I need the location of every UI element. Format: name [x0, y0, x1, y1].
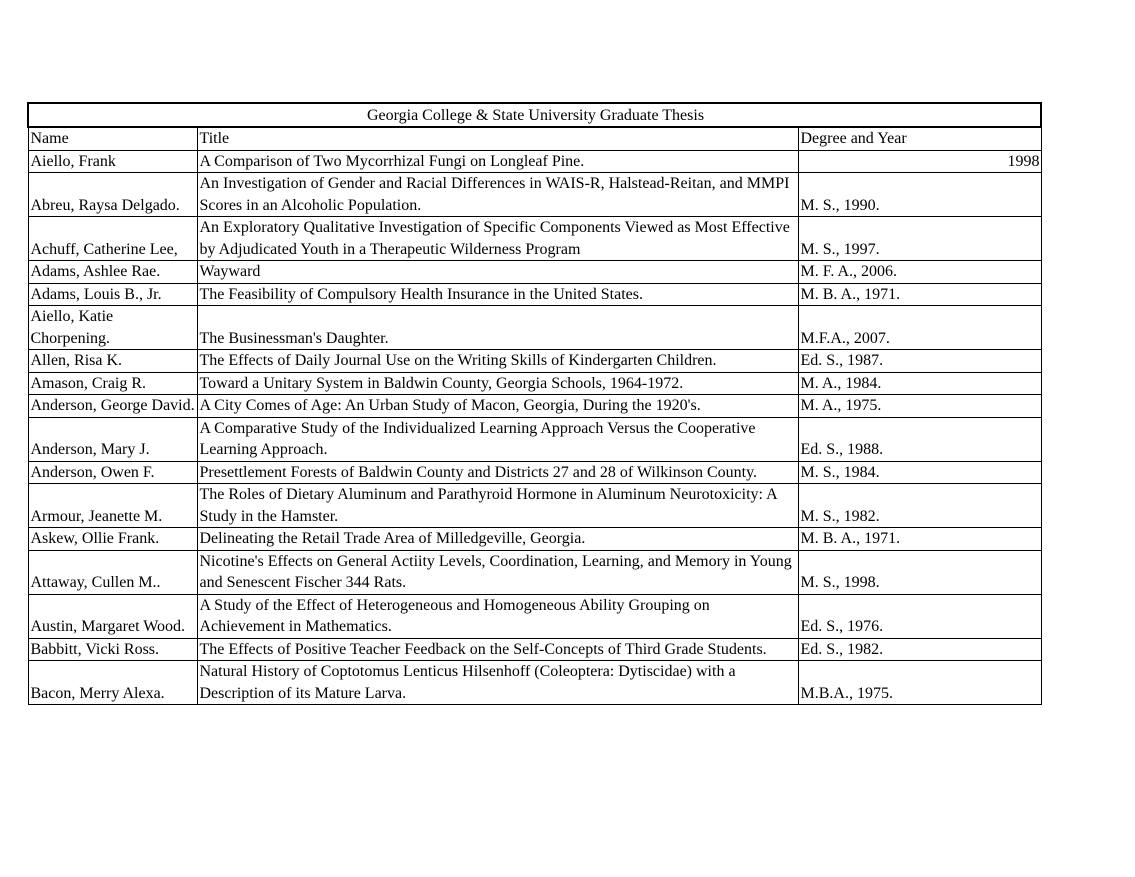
- cell-degree[interactable]: M. A., 1984.: [798, 372, 1041, 395]
- cell-title[interactable]: Presettlement Forests of Baldwin County and Districts 27 and 28 of Wilkinson County.: [197, 461, 798, 484]
- cell-title[interactable]: A City Comes of Age: An Urban Study of Macon, Georgia, During the 1920's.: [197, 395, 798, 418]
- table-row: [28, 417, 1041, 461]
- cell-name[interactable]: Austin, Margaret Wood.: [28, 594, 197, 638]
- cell-degree[interactable]: Ed. S., 1982.: [798, 638, 1041, 661]
- table-row: [28, 395, 1041, 418]
- cell-title[interactable]: Nicotine's Effects on General Actiity Levels, Coordination, Learning, and Memory in Young and Senescent Fischer 344 Rats.: [197, 550, 798, 594]
- table-row: [28, 661, 1041, 705]
- cell-name[interactable]: Armour, Jeanette M.: [28, 484, 197, 528]
- cell-name[interactable]: Anderson, George David.: [28, 395, 197, 418]
- cell-title[interactable]: Natural History of Coptotomus Lenticus Hilsenhoff (Coleoptera: Dytiscidae) with a Description of its Mature Larva.: [197, 661, 798, 705]
- header-title[interactable]: Title: [197, 127, 798, 150]
- header-degree[interactable]: Degree and Year: [798, 127, 1041, 150]
- cell-title[interactable]: The Roles of Dietary Aluminum and Parathyroid Hormone in Aluminum Neurotoxicity: A Study in the Hamster.: [197, 484, 798, 528]
- cell-name[interactable]: Anderson, Owen F.: [28, 461, 197, 484]
- cell-degree[interactable]: M. S., 1997.: [798, 217, 1041, 261]
- cell-degree[interactable]: M. S., 1984.: [798, 461, 1041, 484]
- cell-degree[interactable]: M. S., 1990.: [798, 173, 1041, 217]
- cell-degree[interactable]: Ed. S., 1976.: [798, 594, 1041, 638]
- cell-name[interactable]: Abreu, Raysa Delgado.: [28, 173, 197, 217]
- cell-name[interactable]: Attaway, Cullen M..: [28, 550, 197, 594]
- cell-degree[interactable]: M. S., 1982.: [798, 484, 1041, 528]
- table-row: [28, 461, 1041, 484]
- cell-title[interactable]: The Feasibility of Compulsory Health Insurance in the United States.: [197, 283, 798, 306]
- cell-degree[interactable]: M.B.A., 1975.: [798, 661, 1041, 705]
- cell-name[interactable]: Babbitt, Vicki Ross.: [28, 638, 197, 661]
- cell-name[interactable]: Askew, Ollie Frank.: [28, 528, 197, 551]
- table-row: [28, 306, 1041, 350]
- table-row: [28, 372, 1041, 395]
- cell-title[interactable]: Toward a Unitary System in Baldwin County, Georgia Schools, 1964-1972.: [197, 372, 798, 395]
- thesis-table: [27, 102, 1042, 705]
- cell-degree[interactable]: M. S., 1998.: [798, 550, 1041, 594]
- table-row: [28, 173, 1041, 217]
- cell-title[interactable]: The Effects of Positive Teacher Feedback on the Self-Concepts of Third Grade Students.: [197, 638, 798, 661]
- cell-title[interactable]: The Businessman's Daughter.: [197, 306, 798, 350]
- header-row: [28, 127, 1041, 150]
- thesis-spreadsheet: [27, 102, 1040, 705]
- table-row: [28, 283, 1041, 306]
- table-row: [28, 484, 1041, 528]
- cell-title[interactable]: A Study of the Effect of Heterogeneous and Homogeneous Ability Grouping on Achievement in Mathematics.: [197, 594, 798, 638]
- cell-title[interactable]: An Exploratory Qualitative Investigation of Specific Components Viewed as Most Effective by Adjudicated Youth in a Therapeutic Wilderness Program: [197, 217, 798, 261]
- cell-degree[interactable]: M. F. A., 2006.: [798, 261, 1041, 284]
- cell-name[interactable]: Aiello, Frank: [28, 150, 197, 173]
- cell-name[interactable]: Amason, Craig R.: [28, 372, 197, 395]
- cell-name[interactable]: Adams, Ashlee Rae.: [28, 261, 197, 284]
- cell-degree[interactable]: 1998: [798, 150, 1041, 173]
- table-row: [28, 217, 1041, 261]
- cell-degree[interactable]: M. B. A., 1971.: [798, 283, 1041, 306]
- header-name[interactable]: Name: [28, 127, 197, 150]
- table-row: [28, 550, 1041, 594]
- table-row: [28, 350, 1041, 373]
- cell-name[interactable]: Allen, Risa K.: [28, 350, 197, 373]
- cell-title[interactable]: Delineating the Retail Trade Area of Milledgeville, Georgia.: [197, 528, 798, 551]
- cell-name[interactable]: Anderson, Mary J.: [28, 417, 197, 461]
- cell-name[interactable]: Aiello, Katie Chorpening.: [28, 306, 197, 350]
- cell-degree[interactable]: M.F.A., 2007.: [798, 306, 1041, 350]
- cell-degree[interactable]: M. B. A., 1971.: [798, 528, 1041, 551]
- cell-degree[interactable]: M. A., 1975.: [798, 395, 1041, 418]
- table-row: [28, 150, 1041, 173]
- table-row: [28, 594, 1041, 638]
- cell-title[interactable]: The Effects of Daily Journal Use on the Writing Skills of Kindergarten Children.: [197, 350, 798, 373]
- cell-title[interactable]: Wayward: [197, 261, 798, 284]
- cell-name[interactable]: Bacon, Merry Alexa.: [28, 661, 197, 705]
- cell-title[interactable]: A Comparison of Two Mycorrhizal Fungi on Longleaf Pine.: [197, 150, 798, 173]
- cell-title[interactable]: An Investigation of Gender and Racial Differences in WAIS-R, Halstead-Reitan, and MMPI Scores in an Alcoholic Population.: [197, 173, 798, 217]
- table-title-row: [28, 103, 1041, 127]
- cell-degree[interactable]: Ed. S., 1987.: [798, 350, 1041, 373]
- table-title[interactable]: Georgia College & State University Graduate Thesis: [28, 103, 1041, 127]
- cell-title[interactable]: A Comparative Study of the Individualized Learning Approach Versus the Cooperative Learning Approach.: [197, 417, 798, 461]
- cell-degree[interactable]: Ed. S., 1988.: [798, 417, 1041, 461]
- cell-name[interactable]: Achuff, Catherine Lee,: [28, 217, 197, 261]
- table-row: [28, 261, 1041, 284]
- table-row: [28, 528, 1041, 551]
- cell-name[interactable]: Adams, Louis B., Jr.: [28, 283, 197, 306]
- table-row: [28, 638, 1041, 661]
